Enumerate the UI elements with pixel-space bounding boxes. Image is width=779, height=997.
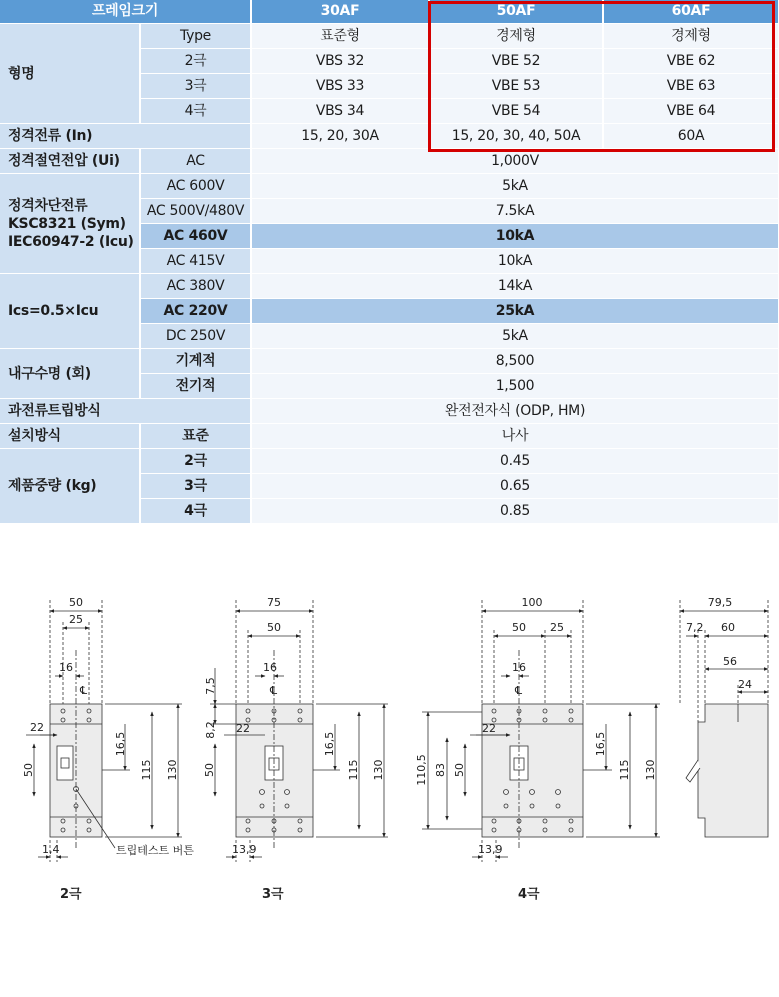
weight-value: 0.65 bbox=[251, 474, 779, 499]
insulation-sub: AC bbox=[140, 149, 251, 174]
weight-pole: 2극 bbox=[140, 449, 251, 474]
model-label: 형명 bbox=[0, 24, 140, 124]
model-cell: VBS 34 bbox=[251, 99, 429, 124]
type-50: 경제형 bbox=[429, 24, 603, 49]
breaking-value: 10kA bbox=[251, 249, 779, 274]
voltage-cell: AC 600V bbox=[140, 174, 251, 199]
drawing-2pole bbox=[26, 600, 182, 862]
dim-label: 22 bbox=[482, 722, 496, 735]
breaking-label-line: 정격차단전류 bbox=[8, 197, 88, 214]
dim-label: 22 bbox=[30, 721, 44, 734]
dim-label: 130 bbox=[644, 759, 657, 781]
voltage-cell-highlight: AC 220V bbox=[140, 299, 251, 324]
rated-current-50: 15, 20, 30, 40, 50A bbox=[429, 124, 603, 149]
breaking-label-line: KSC8321 (Sym) bbox=[8, 215, 126, 232]
dim-label: 16 bbox=[59, 661, 73, 674]
header-frame: 프레임크기 bbox=[0, 0, 251, 24]
dim-label: 75 bbox=[267, 596, 281, 609]
dim-label: 16,5 bbox=[594, 731, 607, 757]
dim-label: 56 bbox=[723, 655, 737, 668]
life-label: 내구수명 (회) bbox=[0, 349, 140, 399]
header-60af: 60AF bbox=[603, 0, 779, 24]
model-cell: VBE 53 bbox=[429, 74, 603, 99]
trip-value: 완전전자식 (ODP, HM) bbox=[251, 399, 779, 424]
dim-label: 50 bbox=[453, 763, 466, 777]
mount-sub: 표준 bbox=[140, 424, 251, 449]
dim-label: 115 bbox=[618, 759, 631, 781]
pole-4: 4극 bbox=[140, 99, 251, 124]
ics-value: 14kA bbox=[251, 274, 779, 299]
dim-label: 50 bbox=[69, 596, 83, 609]
mount-value: 나사 bbox=[251, 424, 779, 449]
dim-label: 7,5 bbox=[204, 677, 217, 695]
caption-4pole: 4극 bbox=[518, 887, 540, 902]
caption-3pole: 3극 bbox=[262, 887, 284, 902]
drawing-4pole bbox=[422, 600, 660, 862]
dim-label: 16 bbox=[263, 661, 277, 674]
dim-label: 8,2 bbox=[204, 721, 217, 739]
life-mech: 기계적 bbox=[140, 349, 251, 374]
caption-2pole: 2극 bbox=[60, 887, 82, 902]
weight-label: 제품중량 (kg) bbox=[0, 449, 140, 524]
breaking-value-highlight: 10kA bbox=[251, 224, 779, 249]
model-cell: VBE 54 bbox=[429, 99, 603, 124]
centerline-icon: ℄ bbox=[515, 684, 523, 697]
dim-label: 50 bbox=[22, 763, 35, 777]
weight-value: 0.45 bbox=[251, 449, 779, 474]
dim-label: 16 bbox=[512, 661, 526, 674]
rated-current-30: 15, 20, 30A bbox=[251, 124, 429, 149]
ics-value-highlight: 25kA bbox=[251, 299, 779, 324]
model-cell: VBS 33 bbox=[251, 74, 429, 99]
dim-label: 50 bbox=[203, 763, 216, 777]
header-50af: 50AF bbox=[429, 0, 603, 24]
drawing-2pole-labels bbox=[22, 596, 194, 902]
breaking-value: 5kA bbox=[251, 174, 779, 199]
type-30: 표준형 bbox=[251, 24, 429, 49]
dim-label: 7,2 bbox=[686, 621, 704, 634]
breaking-value: 7.5kA bbox=[251, 199, 779, 224]
dim-label: 79,5 bbox=[707, 596, 733, 609]
dim-label: 83 bbox=[434, 763, 447, 777]
dim-label: 16,5 bbox=[114, 731, 127, 757]
dim-label: 1,4 bbox=[42, 843, 60, 856]
model-cell: VBE 64 bbox=[603, 99, 779, 124]
header-30af: 30AF bbox=[251, 0, 429, 24]
centerline-icon: ℄ bbox=[270, 684, 278, 697]
mount-label: 설치방식 bbox=[0, 424, 140, 449]
dim-label: 16,5 bbox=[323, 731, 336, 757]
trip-test-button-label: 트립테스트 버튼 bbox=[116, 844, 194, 857]
dim-label: 115 bbox=[347, 759, 360, 781]
weight-value: 0.85 bbox=[251, 499, 779, 524]
type-60: 경제형 bbox=[603, 24, 779, 49]
centerline-icon: ℄ bbox=[80, 684, 88, 697]
voltage-cell: AC 380V bbox=[140, 274, 251, 299]
breaking-label-line: IEC60947-2 (Icu) bbox=[8, 233, 134, 250]
insulation-label: 정격절연전압 (Ui) bbox=[0, 149, 140, 174]
dim-label: 50 bbox=[267, 621, 281, 634]
voltage-cell-highlight: AC 460V bbox=[140, 224, 251, 249]
dim-label: 130 bbox=[166, 759, 179, 781]
dim-label: 100 bbox=[521, 596, 543, 609]
dim-label: 22 bbox=[236, 722, 250, 735]
dim-label: 60 bbox=[721, 621, 735, 634]
voltage-cell: AC 415V bbox=[140, 249, 251, 274]
weight-pole: 3극 bbox=[140, 474, 251, 499]
rated-current-label: 정격전류 (In) bbox=[0, 124, 251, 149]
pole-2: 2극 bbox=[140, 49, 251, 74]
dim-label: 25 bbox=[69, 613, 83, 626]
dim-label: 25 bbox=[550, 621, 564, 634]
type-label: Type bbox=[140, 24, 251, 49]
dim-label: 115 bbox=[140, 759, 153, 781]
model-cell: VBE 62 bbox=[603, 49, 779, 74]
life-mech-value: 8,500 bbox=[251, 349, 779, 374]
ics-label: Ics=0.5×Icu bbox=[0, 274, 140, 349]
drawing-side bbox=[680, 600, 768, 837]
dim-label: 50 bbox=[512, 621, 526, 634]
voltage-cell: AC 500V/480V bbox=[140, 199, 251, 224]
dim-label: 110,5 bbox=[415, 754, 428, 786]
life-elec: 전기적 bbox=[140, 374, 251, 399]
dim-label: 130 bbox=[372, 759, 385, 781]
ics-value: 5kA bbox=[251, 324, 779, 349]
rated-current-60: 60A bbox=[603, 124, 779, 149]
model-cell: VBE 52 bbox=[429, 49, 603, 74]
life-elec-value: 1,500 bbox=[251, 374, 779, 399]
insulation-value: 1,000V bbox=[251, 149, 779, 174]
model-cell: VBS 32 bbox=[251, 49, 429, 74]
drawing-side-labels bbox=[686, 596, 752, 691]
trip-label: 과전류트립방식 bbox=[0, 399, 251, 424]
weight-pole: 4극 bbox=[140, 499, 251, 524]
dim-label: 13,9 bbox=[478, 843, 503, 856]
dim-label: 13,9 bbox=[232, 843, 257, 856]
pole-3: 3극 bbox=[140, 74, 251, 99]
voltage-cell: DC 250V bbox=[140, 324, 251, 349]
dim-label: 24 bbox=[738, 678, 752, 691]
model-cell: VBE 63 bbox=[603, 74, 779, 99]
